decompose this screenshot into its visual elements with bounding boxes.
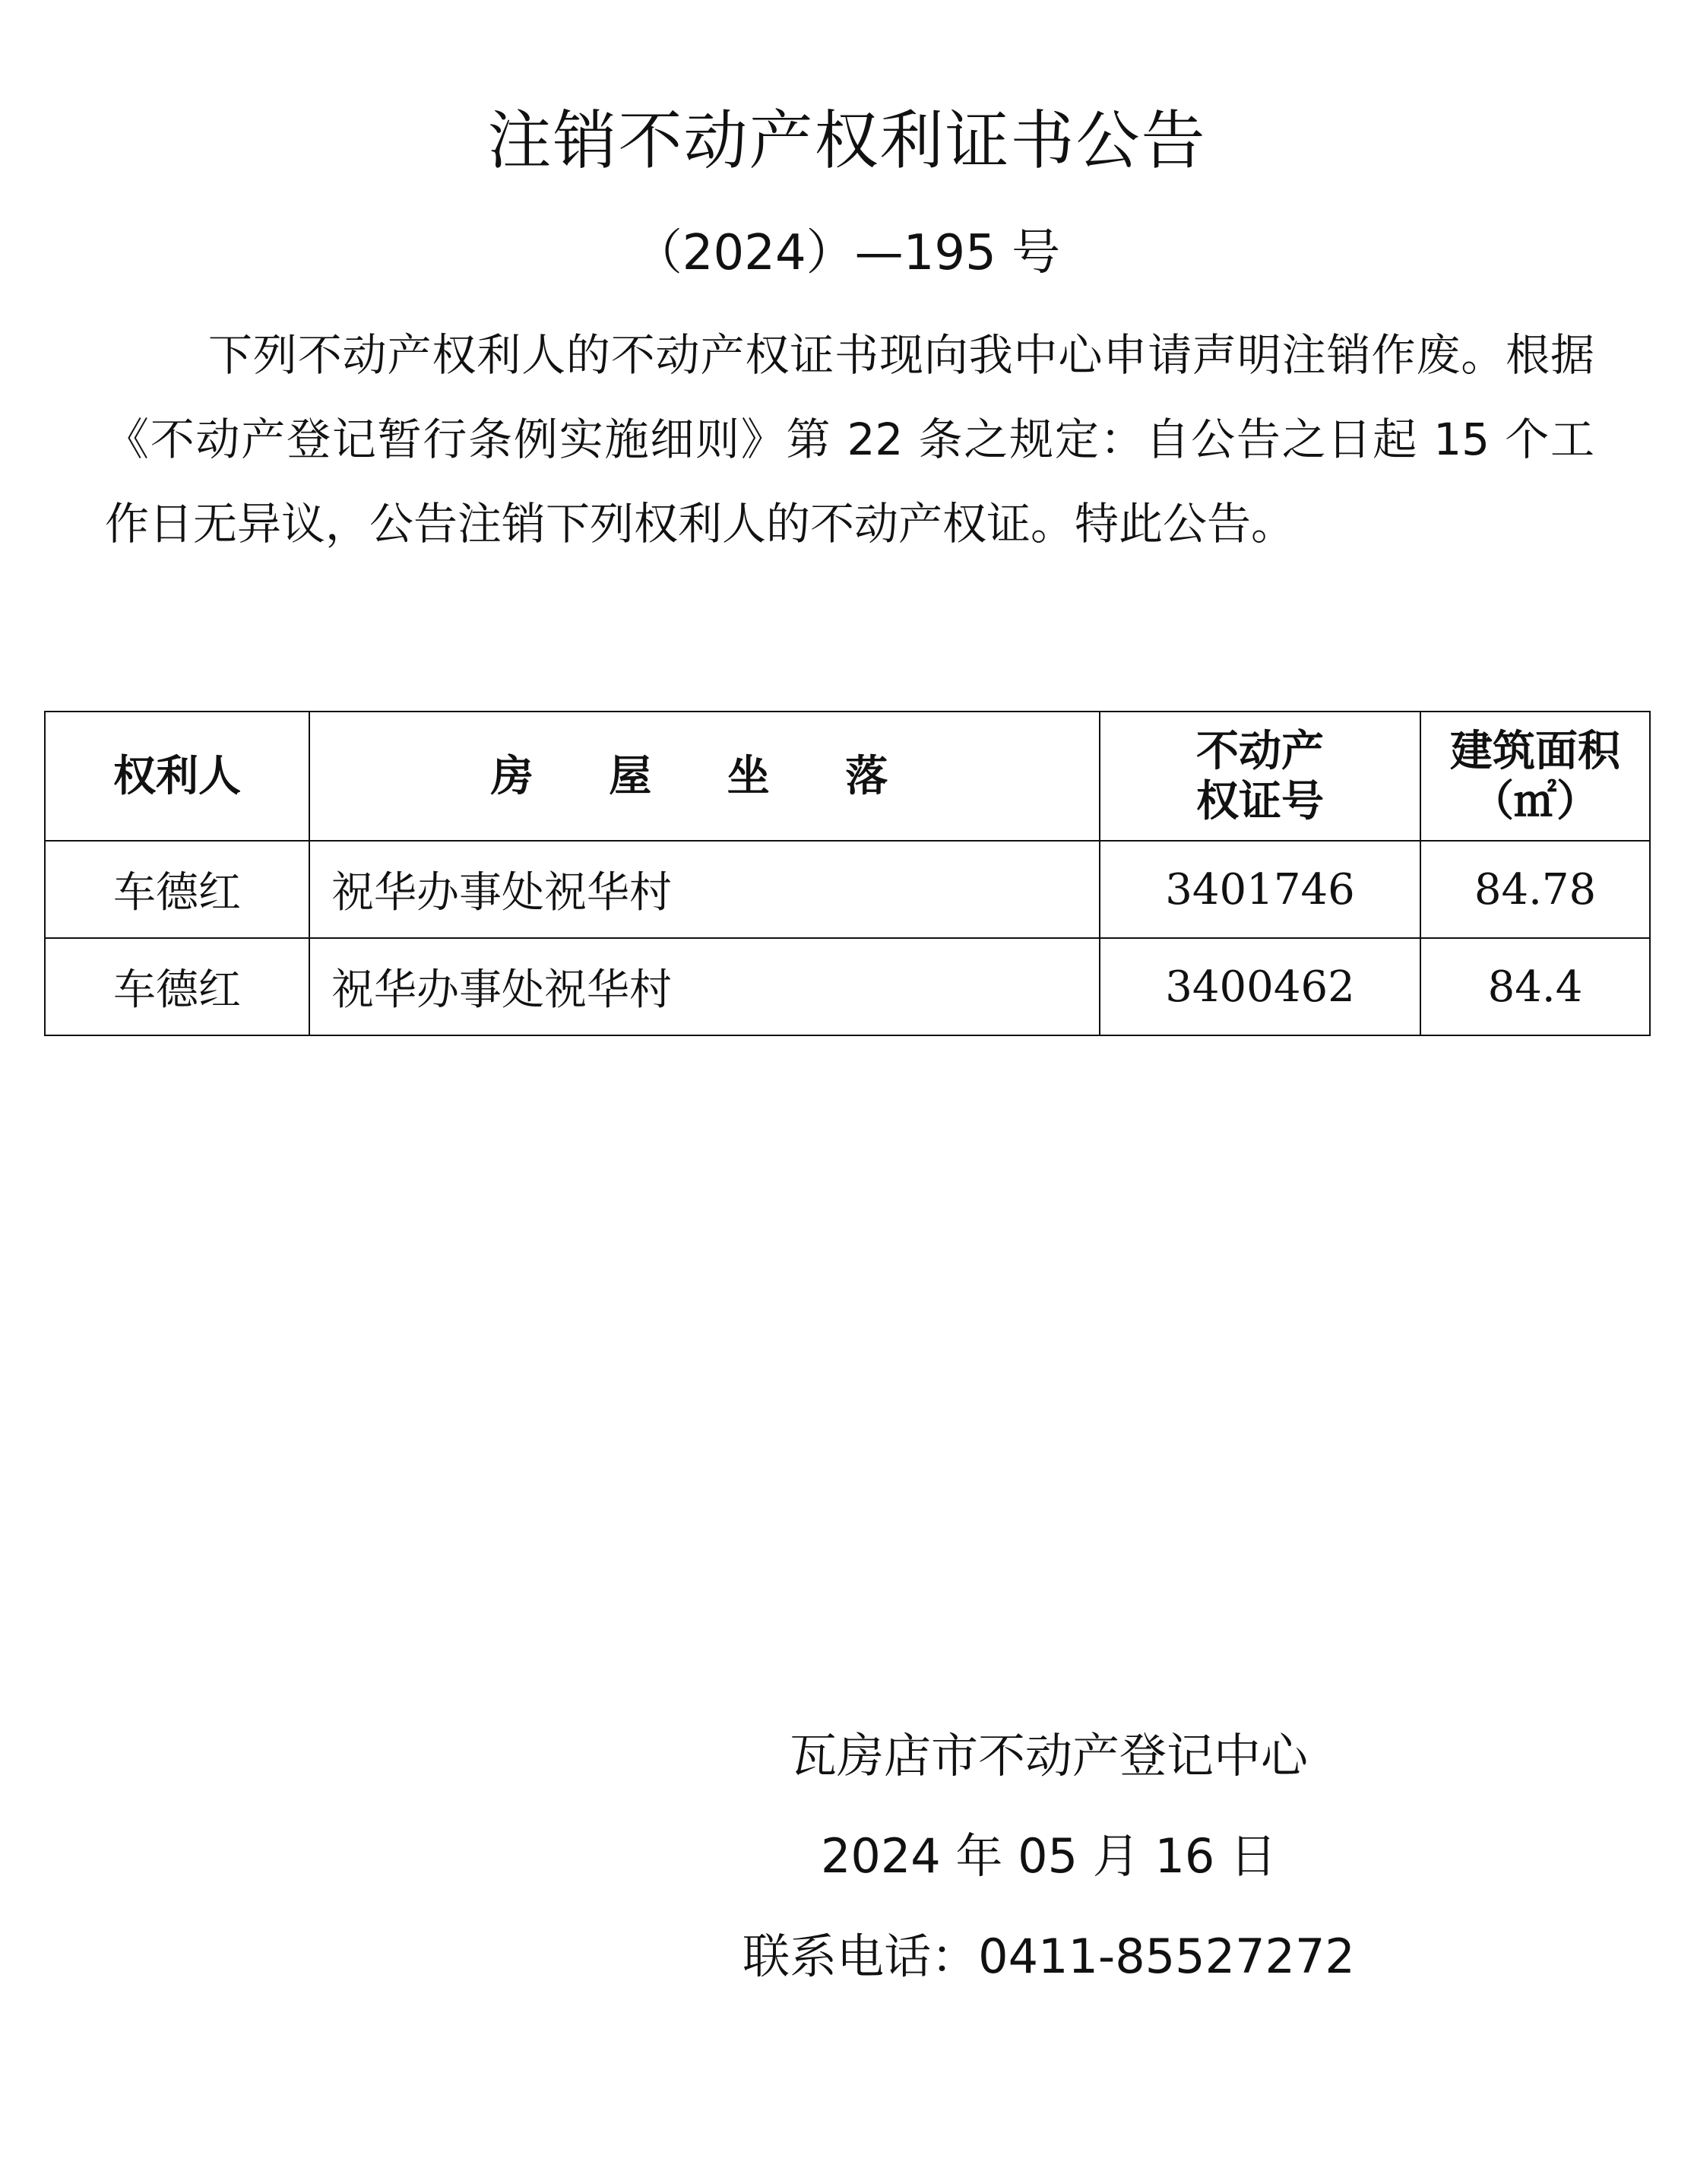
issue-date: 2024 年 05 月 16 日 — [820, 1828, 1278, 1884]
notice-body: 下列不动产权利人的不动产权证书现向我中心申请声明注销作废。根据《不动产登记暂行条例实施细则》第 22 条之规定：自公告之日起 15 个工作日无异议，公告注销下列权利人的不动产权证。特此公告。 — [105, 329, 1594, 550]
header-cert-no — [1100, 712, 1420, 841]
notice-title: 注销不动产权利证书公告 — [487, 103, 1207, 178]
address-cell: 祝华办事处祝华村 — [309, 938, 1100, 1035]
contact-phone: 联系电话：0411-85527272 — [743, 1929, 1355, 1984]
header-cert-line1: 不动产 — [1196, 726, 1324, 776]
header-cert-line2: 权证号 — [1196, 776, 1324, 826]
table-row — [45, 841, 1650, 938]
table-header-row — [45, 712, 1650, 841]
notice-number: （2024）—195 号 — [633, 225, 1061, 281]
owner-cell: 车德红 — [45, 938, 309, 1035]
header-area-line2: （㎡） — [1471, 776, 1599, 826]
header-area — [1420, 712, 1650, 841]
header-owner: 权利人 — [45, 712, 309, 841]
owner-cell: 车德红 — [45, 841, 309, 938]
area-cell: 84.78 — [1420, 841, 1650, 938]
area-cell: 84.4 — [1420, 938, 1650, 1035]
cert-no-cell: 3401746 — [1100, 841, 1420, 938]
header-area-line1: 建筑面积 — [1450, 726, 1620, 776]
issuing-organization: 瓦房店市不动产登记中心 — [789, 1728, 1308, 1783]
header-address: 房 屋 坐 落 — [309, 712, 1100, 841]
cert-no-cell: 3400462 — [1100, 938, 1420, 1035]
address-cell: 祝华办事处祝华村 — [309, 841, 1100, 938]
table-row — [45, 938, 1650, 1035]
certificate-table — [44, 711, 1651, 1036]
